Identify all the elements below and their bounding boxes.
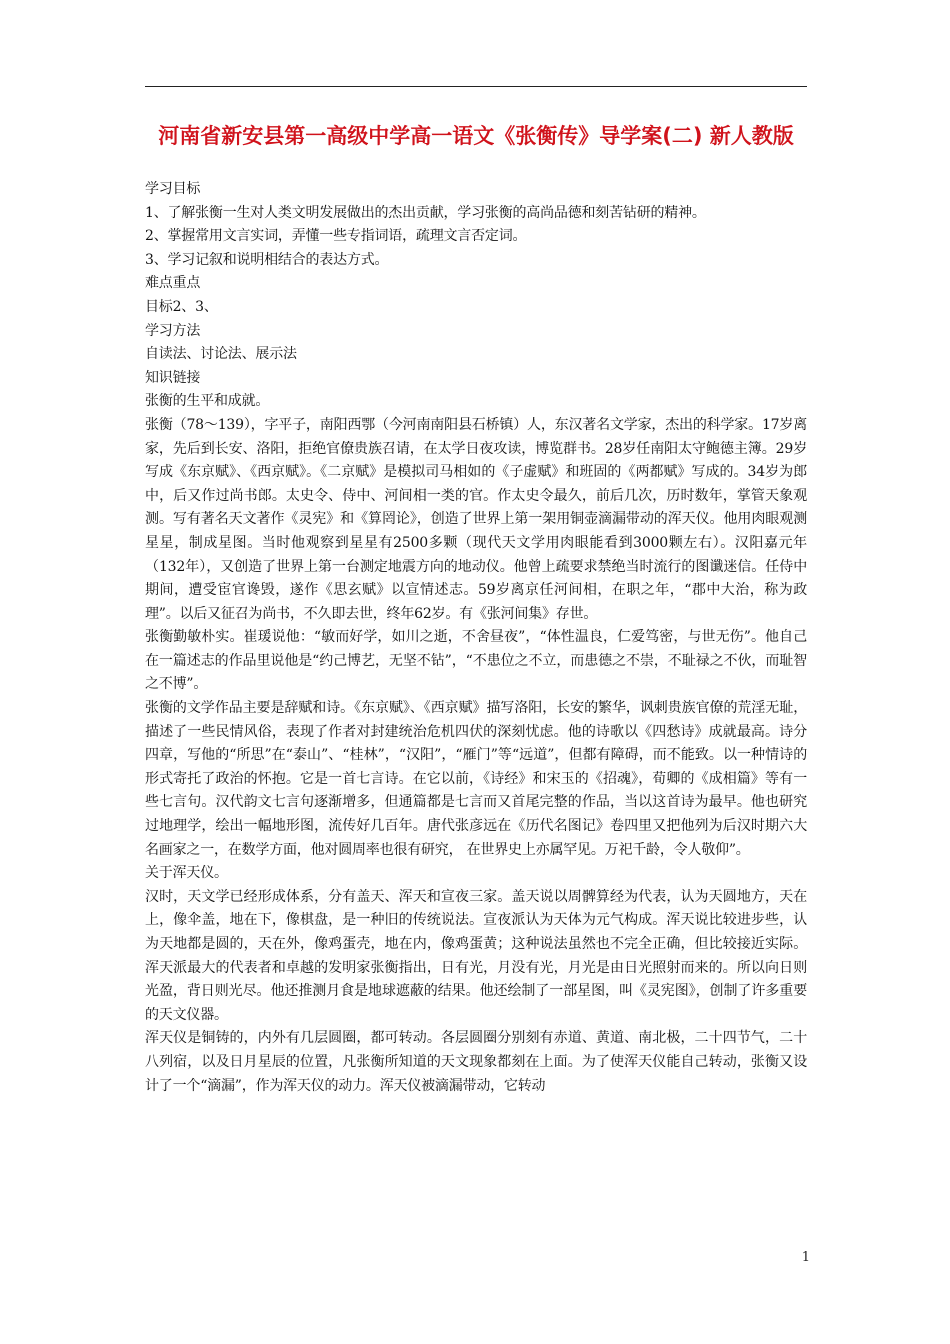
header-rule xyxy=(145,86,807,87)
paragraph-biography: 张衡（78～139），字平子，南阳西鄂（今河南南阳县石桥镇）人，东汉著名文学家，杰出的科学家。17岁离家，先后到长安、洛阳，拒绝官僚贵族召请，在太学日夜攻读，博览群书。28岁任南阳太守鲍德主簿。29岁写成《东京赋》、《西京赋》。《二京赋》是模拟司马相如的《子虚赋》和班固的《两都赋》写成的。34岁为郎中，后又作过尚书郎。太史令、侍中、河间相一类的官。作太史令最久，前后几次，历时数年，掌管天象观测。写有著名天文著作《灵宪》和《算罔论》，创造了世界上第一架用铜壶滴漏带动的浑天仪。他用肉眼观测星星，制成星图。当时他观察到星星有2500多颗（现代天文学用肉眼能看到3000颗左右）。汉阳嘉元年（132年），又创造了世界上第一台测定地震方向的地动仪。他曾上疏要求禁绝当时流行的图谶迷信。任侍中期间，遭受宦官谗毁，遂作《思玄赋》以宣情述志。59岁离京任河间相，在职之年，“郡中大治，称为政理”。以后又征召为尚书，不久即去世，终年62岁。有《张河间集》存世。 xyxy=(145,416,807,622)
objective-item: 3、学习记叙和说明相结合的表达方式。 xyxy=(145,251,389,268)
subheading-armillary: 关于浑天仪。 xyxy=(145,865,228,882)
key-points-text: 目标2、3、 xyxy=(145,298,218,315)
objective-item: 2、掌握常用文言实词，弄懂一些专指词语，疏理文言否定词。 xyxy=(145,228,527,245)
section-heading-key-points: 难点重点 xyxy=(145,275,201,292)
methods-text: 自读法、讨论法、展示法 xyxy=(145,346,297,363)
paragraph-astronomy: 汉时，天文学已经形成体系，分有盖天、浑天和宣夜三家。盖天说以周髀算经为代表，认为天圆地方，天在上，像伞盖，地在下，像棋盘，是一种旧的传统说法。宣夜派认为天体为元气构成。浑天说比较进步些，认为天地都是圆的，天在外，像鸡蛋壳，地在内，像鸡蛋黄；这种说法虽然也不完全正确，但比较接近实际。浑天派最大的代表者和卓越的发明家张衡指出，日有光，月没有光，月光是由日光照射而来的。所以向日则光盈，背日则光尽。他还推测月食是地球遮蔽的结果。他还绘制了一部星图，叫《灵宪图》，创制了许多重要的天文仪器。 xyxy=(145,888,807,1023)
paragraph-armillary: 浑天仪是铜铸的，内外有几层圆圈，都可转动。各层圆圈分别刻有赤道、黄道、南北极，二十四节气，二十八列宿，以及日月星辰的位置，凡张衡所知道的天文现象都刻在上面。为了使浑天仪能自己转动，张衡又设计了一个“滴漏”，作为浑天仪的动力。浑天仪被滴漏带动，它转动 xyxy=(145,1030,807,1094)
section-heading-objectives: 学习目标 xyxy=(145,181,201,197)
paragraph-character: 张衡勤敏朴实。崔瑗说他：“敏而好学，如川之逝，不舍昼夜”，“体性温良，仁爱笃密，与世无伤”。他自己在一篇述志的作品里说他是“约己博艺，无坚不钻”，“不患位之不立，而患德之不崇，不耻禄之不伙，而耻智之不博”。 xyxy=(145,629,807,693)
subheading-biography: 张衡的生平和成就。 xyxy=(145,393,270,410)
objective-item: 1、了解张衡一生对人类文明发展做出的杰出贡献，学习张衡的高尚品德和刻苦钻研的精神。 xyxy=(145,204,706,221)
section-heading-knowledge: 知识链接 xyxy=(145,369,201,386)
page-number: 1 xyxy=(801,1250,810,1265)
document-title: 河南省新安县第一高级中学高一语文《张衡传》导学案(二) 新人教版 xyxy=(158,124,794,148)
section-heading-methods: 学习方法 xyxy=(145,322,201,339)
document-body xyxy=(145,178,807,1098)
paragraph-literature: 张衡的文学作品主要是辞赋和诗。《东京赋》、《西京赋》描写洛阳，长安的繁华，讽刺贵族官僚的荒淫无耻，描述了一些民情风俗，表现了作者对封建统治危机四伏的深刻忧虑。他的诗歌以《四愁诗》成就最高。诗分四章，写他的“所思”在“泰山”、“桂林”，“汉阳”，“雁门”等“远道”，但都有障碍，而不能致。以一种情诗的形式寄托了政治的怀抱。它是一首七言诗。在它以前，《诗经》和宋玉的《招魂》，荀卿的《成相篇》等有一些七言句。汉代韵文七言句逐渐增多，但通篇都是七言而又首尾完整的作品，当以这首诗为最早。他也研究过地理学，绘出一幅地形图，流传好几百年。唐代张彦远在《历代名图记》卷四里又把他列为后汉时期六大名画家之一，在数学方面，他对圆周率也很有研究， 在世界史上亦属罕见。万祀千龄，令人敬仰”。 xyxy=(145,700,807,858)
